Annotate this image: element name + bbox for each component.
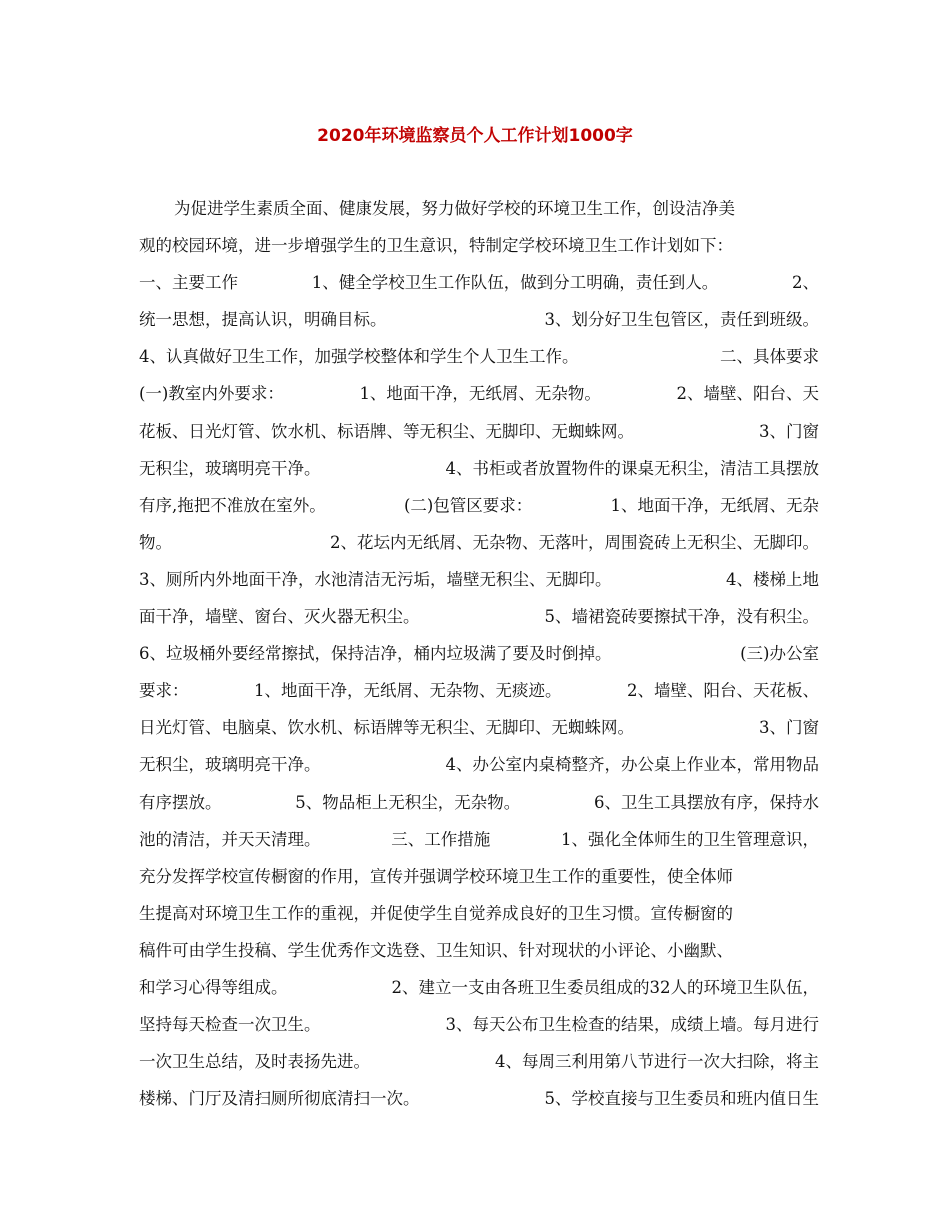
paragraph-line (139, 227, 819, 264)
paragraph-line (139, 524, 819, 561)
text-segment: (一)教室内外要求： (139, 384, 284, 404)
text-segment: 5、物品柜上无积尘，无杂物。 (295, 792, 521, 812)
text-segment: 4、书柜或者放置物件的课桌无积尘，清洁工具摆放 (445, 458, 819, 478)
text-segment: 二、具体要求 (720, 347, 819, 367)
text-segment: 有序,拖把不准放在室外。 (139, 495, 326, 515)
text-segment: 日光灯管、电脑桌、饮水机、标语牌等无积尘、无脚印、无蜘蛛网。 (139, 718, 634, 738)
paragraph-line (139, 672, 819, 709)
paragraph-line (139, 784, 819, 821)
text-segment: 2、墙壁、阳台、天花板、 (627, 681, 819, 701)
text-segment: (三)办公室 (740, 644, 819, 664)
text-segment: 6、卫生工具摆放有序，保持水 (594, 792, 819, 812)
text-segment: 1、地面干净，无纸屑、无杂物。 (359, 384, 601, 404)
text-segment: 池的清洁，并天天清理。 (139, 829, 321, 849)
text-segment: 三、工作措施 (391, 829, 491, 849)
paragraph-line (139, 598, 819, 635)
paragraph-line (139, 264, 819, 301)
paragraph-line (139, 301, 819, 338)
text-segment: 物。 (139, 532, 172, 552)
text-segment: 4、每周三利用第八节进行一次大扫除，将主 (495, 1052, 819, 1072)
paragraph-line (139, 375, 819, 412)
text-segment: 3、门窗 (759, 718, 819, 738)
text-segment: 1、地面干净，无纸屑、无杂 (610, 495, 819, 515)
text-segment: 无积尘，玻璃明亮干净。 (139, 755, 321, 775)
text-segment: 稿件可由学生投稿、学生优秀作文选登、卫生知识、针对现状的小评论、小幽默、 (139, 940, 733, 960)
text-segment: 观的校园环境，进一步增强学生的卫生意识，特制定学校环境卫生工作计划如下： (139, 236, 733, 256)
text-segment: 4、认真做好卫生工作，加强学校整体和学生个人卫生工作。 (139, 347, 579, 367)
paragraph-line (139, 821, 819, 858)
paragraph-line (139, 635, 819, 672)
text-segment: 3、门窗 (759, 421, 819, 441)
paragraph-line (139, 450, 819, 487)
paragraph-line (139, 932, 819, 969)
text-segment: 1、健全学校卫生工作队伍，做到分工明确，责任到人。 (311, 273, 719, 293)
paragraph-line (139, 1006, 819, 1043)
text-segment: 一次卫生总结，及时表扬先进。 (139, 1052, 370, 1072)
paragraph-line (139, 746, 819, 783)
paragraph-line (139, 413, 819, 450)
text-segment: (二)包管区要求： (403, 495, 533, 515)
paragraph-line (139, 561, 819, 598)
paragraph-line (139, 1043, 819, 1080)
document-body (139, 190, 819, 1117)
text-segment: 坚持每天检查一次卫生。 (139, 1015, 321, 1035)
paragraph-line (139, 1080, 819, 1117)
text-segment: 和学习心得等组成。 (139, 977, 288, 997)
text-segment: 3、每天公布卫生检查的结果，成绩上墙。每月进行 (445, 1015, 819, 1035)
text-segment: 统一思想，提高认识，明确目标。 (139, 310, 387, 330)
text-segment: 充分发挥学校宣传橱窗的作用，宣传并强调学校环境卫生工作的重要性，使全体师 (139, 866, 733, 886)
text-segment: 3、划分好卫生包管区，责任到班级。 (544, 310, 819, 330)
paragraph-line (139, 487, 819, 524)
text-segment: 2、墙壁、阳台、天 (676, 384, 819, 404)
text-segment: 有序摆放。 (139, 792, 222, 812)
text-segment: 5、学校直接与卫生委员和班内值日生 (544, 1089, 819, 1109)
text-segment: 1、强化全体师生的卫生管理意识， (561, 829, 819, 849)
paragraph-line (139, 858, 819, 895)
text-segment: 1、地面干净，无纸屑、无杂物、无痰迹。 (254, 681, 562, 701)
paragraph-line (139, 190, 819, 227)
text-segment: 无积尘，玻璃明亮干净。 (139, 458, 321, 478)
text-segment: 生提高对环境卫生工作的重视，并促使学生自觉养成良好的卫生习惯。宣传橱窗的 (139, 903, 733, 923)
text-segment: 3、厕所内外地面干净，水池清洁无污垢，墙壁无积尘、无脚印。 (139, 569, 612, 589)
text-segment: 4、楼梯上地 (726, 569, 819, 589)
text-segment: 为促进学生素质全面、健康发展，努力做好学校的环境卫生工作，创设洁净美 (174, 199, 735, 218)
text-segment: 要求： (139, 681, 189, 701)
text-segment: 2、花坛内无纸屑、无杂物、无落叶，周围瓷砖上无积尘、无脚印。 (330, 532, 819, 552)
text-segment: 面干净，墙壁、窗台、灭火器无积尘。 (139, 607, 420, 627)
text-segment: 2、 (792, 273, 819, 293)
document-title: 2020年环境监察员个人工作计划1000字 (317, 126, 633, 146)
text-segment: 楼梯、门厅及清扫厕所彻底清扫一次。 (139, 1089, 420, 1109)
text-segment: 一、主要工作 (139, 273, 238, 293)
paragraph-line (139, 895, 819, 932)
paragraph-line (139, 709, 819, 746)
paragraph-line (139, 338, 819, 375)
text-segment: 6、垃圾桶外要经常擦拭，保持洁净，桶内垃圾满了要及时倒掉。 (139, 644, 612, 664)
text-segment: 花板、日光灯管、饮水机、标语牌、等无积尘、无脚印、无蜘蛛网。 (139, 421, 634, 441)
text-segment: 4、办公室内桌椅整齐，办公桌上作业本，常用物品 (445, 755, 819, 775)
paragraph-line (139, 969, 819, 1006)
text-segment: 5、墙裙瓷砖要擦拭干净，没有积尘。 (544, 607, 819, 627)
text-segment: 2、建立一支由各班卫生委员组成的32人的环境卫生队伍， (391, 977, 819, 997)
